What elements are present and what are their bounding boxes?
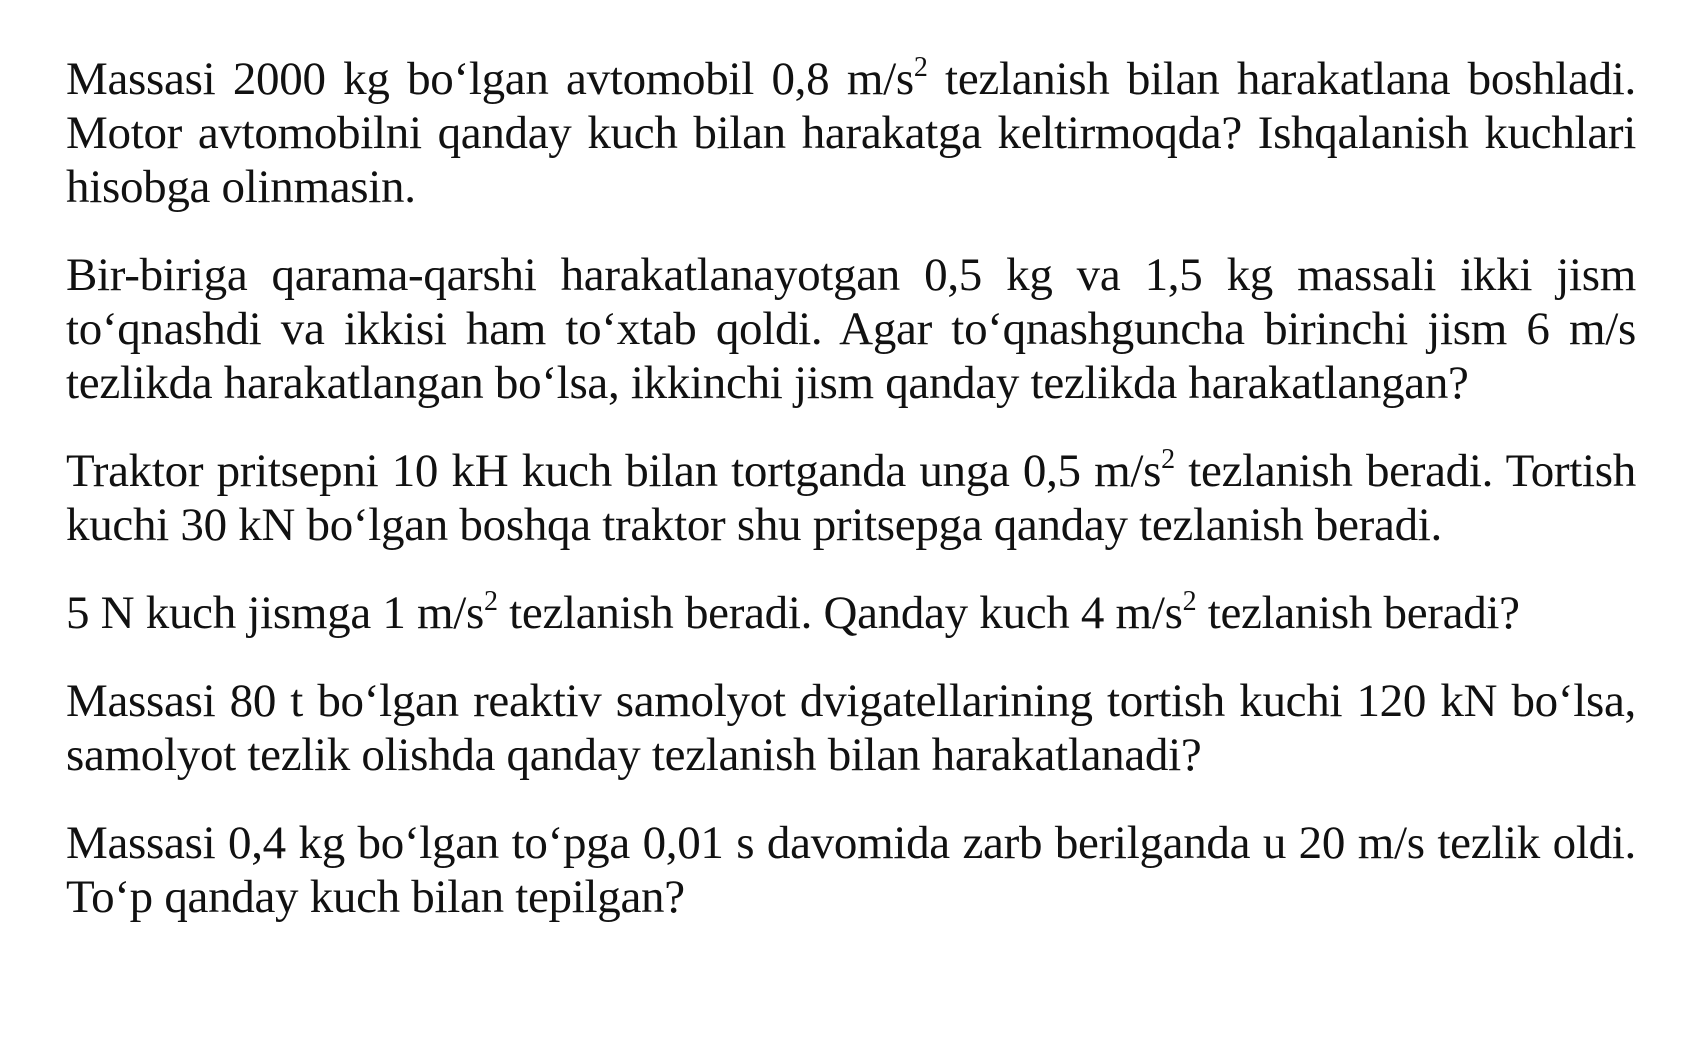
problem-6: [66, 816, 1636, 924]
problem-text: Massasi 2000 kg boʻlgan avtomobil 0,8 m/s: [66, 53, 914, 105]
problem-3: [66, 444, 1636, 552]
problem-text: Bir-biriga qarama-qarshi harakatlanayotgan 0,5 kg va 1,5 kg massali ikki jism toʻqnashdi va ikkisi ham toʻxtab qoldi. Agar toʻqnashguncha birinchi jism 6 m/s tezlikda harakatlangan boʻlsa, ikkinchi jism qanday tezlikda harakatlangan?: [66, 249, 1636, 409]
problem-text: tezlanish beradi. Qanday kuch 4 m/s: [497, 587, 1183, 639]
superscript: 2: [913, 52, 928, 83]
problem-1: [66, 52, 1636, 214]
problem-text: Massasi 80 t boʻlgan reaktiv samolyot dvigatellarining tortish kuchi 120 kN boʻlsa, samolyot tezlik olishda qanday tezlanish bilan harakatlanadi?: [66, 675, 1636, 781]
problem-text: tezlanish bilan harakatlana boshladi. Motor avtomobilni qanday kuch bilan harakatga keltirmoqda? Ishqalanish kuchlari hisobga olinmasin.: [66, 53, 1637, 213]
problem-sheet: [66, 52, 1636, 958]
superscript: 2: [484, 586, 498, 617]
problem-text: tezlanish beradi?: [1196, 587, 1520, 639]
superscript: 2: [1161, 444, 1175, 475]
superscript: 2: [1182, 586, 1197, 617]
problem-text: Traktor pritsepni 10 kH kuch bilan tortganda unga 0,5 m/s: [66, 445, 1162, 497]
problem-2: [66, 248, 1636, 410]
problem-text: tezlanish beradi. Tortish kuchi 30 kN boʻlgan boshqa traktor shu pritsepga qanday tezlanish beradi.: [66, 445, 1636, 551]
problem-4: [66, 586, 1636, 640]
problem-text: 5 N kuch jismga 1 m/s: [66, 587, 484, 639]
problem-text: Massasi 0,4 kg boʻlgan toʻpga 0,01 s davomida zarb berilganda u 20 m/s tezlik oldi. Toʻp qanday kuch bilan tepilgan?: [66, 817, 1636, 923]
problem-5: [66, 674, 1636, 782]
